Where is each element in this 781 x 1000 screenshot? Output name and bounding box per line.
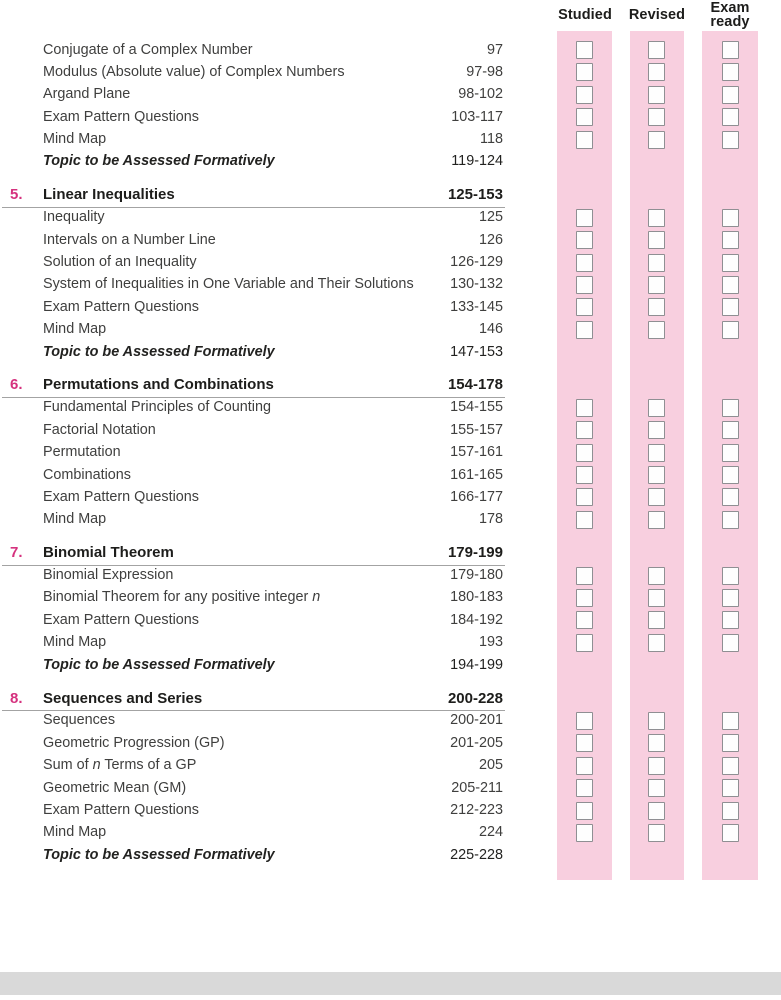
toc-section-heading bbox=[0, 375, 781, 396]
toc-item-pages: 225-228 bbox=[450, 846, 503, 863]
toc-item-pages: 118 bbox=[480, 131, 503, 148]
exam-ready-checkbox[interactable] bbox=[722, 824, 739, 842]
exam-ready-checkbox[interactable] bbox=[722, 634, 739, 652]
studied-checkbox[interactable] bbox=[576, 567, 593, 585]
toc-item-row bbox=[0, 39, 781, 61]
toc-item-label: Sequences bbox=[43, 712, 116, 729]
revised-checkbox[interactable] bbox=[648, 421, 665, 439]
revised-checkbox[interactable] bbox=[648, 511, 665, 529]
toc-item-row bbox=[0, 486, 781, 508]
toc-item-label: Factorial Notation bbox=[43, 421, 156, 438]
toc-item-row bbox=[0, 509, 781, 531]
revised-checkbox[interactable] bbox=[648, 63, 665, 81]
revised-checkbox[interactable] bbox=[648, 321, 665, 339]
studied-checkbox[interactable] bbox=[576, 634, 593, 652]
section-title: Sequences and Series bbox=[43, 689, 203, 707]
studied-checkbox[interactable] bbox=[576, 611, 593, 629]
studied-checkbox[interactable] bbox=[576, 589, 593, 607]
toc-item-label: Permutation bbox=[43, 444, 121, 461]
studied-checkbox[interactable] bbox=[576, 209, 593, 227]
revised-checkbox[interactable] bbox=[648, 298, 665, 316]
section-number: 6. bbox=[10, 376, 23, 394]
toc-item-pages: 98-102 bbox=[458, 86, 503, 103]
toc-item-pages: 194-199 bbox=[450, 656, 503, 673]
toc-item-label: Topic to be Assessed Formatively bbox=[43, 846, 275, 863]
toc-item-pages: 205 bbox=[478, 757, 503, 774]
revised-checkbox[interactable] bbox=[648, 209, 665, 227]
toc-item-label: Combinations bbox=[43, 466, 131, 483]
toc-item-label: Exam Pattern Questions bbox=[43, 108, 199, 125]
toc-item-row bbox=[0, 565, 781, 587]
toc-item-row bbox=[0, 229, 781, 251]
studied-checkbox[interactable] bbox=[576, 321, 593, 339]
toc-item-label: Argand Plane bbox=[43, 86, 131, 103]
toc-item-row bbox=[0, 84, 781, 106]
section-pages: 179-199 bbox=[447, 544, 503, 562]
exam-ready-checkbox[interactable] bbox=[722, 86, 739, 104]
exam-ready-checkbox[interactable] bbox=[722, 611, 739, 629]
revised-checkbox[interactable] bbox=[648, 444, 665, 462]
revised-checkbox[interactable] bbox=[648, 231, 665, 249]
exam-ready-checkbox[interactable] bbox=[722, 421, 739, 439]
exam-ready-checkbox[interactable] bbox=[722, 488, 739, 506]
toc-item-row bbox=[0, 844, 781, 866]
toc-item-row bbox=[0, 732, 781, 754]
toc-item-label: Exam Pattern Questions bbox=[43, 488, 199, 505]
studied-checkbox[interactable] bbox=[576, 231, 593, 249]
studied-checkbox[interactable] bbox=[576, 298, 593, 316]
toc-item-label: Exam Pattern Questions bbox=[43, 611, 199, 628]
section-number: 8. bbox=[10, 689, 23, 707]
toc-item-label: Mind Map bbox=[43, 634, 107, 651]
toc-section-heading bbox=[0, 689, 781, 710]
studied-checkbox[interactable] bbox=[576, 63, 593, 81]
page-bottom-bar bbox=[0, 972, 781, 995]
toc-item-pages: 178 bbox=[478, 511, 503, 528]
exam-ready-checkbox[interactable] bbox=[722, 321, 739, 339]
revised-checkbox[interactable] bbox=[648, 779, 665, 797]
section-title: Linear Inequalities bbox=[43, 186, 175, 204]
revised-checkbox[interactable] bbox=[648, 41, 665, 59]
toc-item-pages: 154-155 bbox=[450, 399, 503, 416]
toc-item-label: Binomial Expression bbox=[43, 567, 174, 584]
toc-item-pages: 119-124 bbox=[451, 153, 503, 170]
revised-checkbox[interactable] bbox=[648, 108, 665, 126]
toc-item-row bbox=[0, 106, 781, 128]
toc-item-pages: 180-183 bbox=[450, 589, 503, 606]
toc-content bbox=[0, 39, 781, 867]
studied-checkbox[interactable] bbox=[576, 399, 593, 417]
revised-checkbox[interactable] bbox=[648, 589, 665, 607]
column-header-exam-ready bbox=[691, 1, 769, 29]
toc-item-pages: 147-153 bbox=[450, 343, 503, 360]
toc-item-row bbox=[0, 442, 781, 464]
revised-checkbox[interactable] bbox=[648, 634, 665, 652]
toc-item-label: Conjugate of a Complex Number bbox=[43, 41, 253, 58]
toc-item-row bbox=[0, 151, 781, 173]
toc-item-row bbox=[0, 777, 781, 799]
exam-ready-checkbox[interactable] bbox=[722, 802, 739, 820]
toc-item-pages: 212-223 bbox=[450, 802, 503, 818]
toc-item-label: Mind Map bbox=[43, 321, 107, 338]
toc-item-pages: 161-165 bbox=[450, 466, 503, 483]
toc-item-row bbox=[0, 755, 781, 777]
exam-ready-checkbox[interactable] bbox=[722, 131, 739, 149]
toc-item-label: Mind Map bbox=[43, 511, 107, 528]
toc-item-label: Exam Pattern Questions bbox=[43, 298, 199, 315]
toc-item-label: Topic to be Assessed Formatively bbox=[43, 153, 275, 170]
toc-item-label: Sum of n Terms of a GP bbox=[43, 757, 197, 774]
exam-ready-checkbox[interactable] bbox=[722, 399, 739, 417]
column-header-studied: Studied bbox=[558, 7, 612, 23]
revised-checkbox[interactable] bbox=[648, 276, 665, 294]
toc-item-row bbox=[0, 207, 781, 229]
toc-section-heading bbox=[0, 185, 781, 206]
revised-checkbox[interactable] bbox=[648, 399, 665, 417]
studied-checkbox[interactable] bbox=[576, 488, 593, 506]
toc-item-label: Inequality bbox=[43, 209, 105, 226]
toc-item-pages: 103-117 bbox=[451, 108, 503, 125]
exam-ready-checkbox[interactable] bbox=[722, 444, 739, 462]
exam-ready-checkbox[interactable] bbox=[722, 254, 739, 272]
toc-item-pages: 200-201 bbox=[450, 712, 503, 729]
studied-checkbox[interactable] bbox=[576, 444, 593, 462]
revised-checkbox[interactable] bbox=[648, 611, 665, 629]
toc-item-row bbox=[0, 609, 781, 631]
toc-item-label: Topic to be Assessed Formatively bbox=[43, 343, 275, 360]
revised-checkbox[interactable] bbox=[648, 254, 665, 272]
toc-item-pages: 97 bbox=[486, 41, 503, 58]
toc-item-label: Mind Map bbox=[43, 131, 107, 148]
toc-item-row bbox=[0, 632, 781, 654]
toc-item-pages: 125 bbox=[478, 209, 503, 226]
toc-item-row bbox=[0, 274, 781, 296]
toc-item-row bbox=[0, 397, 781, 419]
toc-item-pages: 126-129 bbox=[450, 254, 503, 271]
exam-ready-checkbox[interactable] bbox=[722, 298, 739, 316]
studied-checkbox[interactable] bbox=[576, 511, 593, 529]
revised-checkbox[interactable] bbox=[648, 802, 665, 820]
toc-item-label: Solution of an Inequality bbox=[43, 254, 197, 271]
section-pages: 154-178 bbox=[447, 376, 503, 394]
toc-section-6 bbox=[0, 375, 781, 531]
studied-checkbox[interactable] bbox=[576, 757, 593, 775]
studied-checkbox[interactable] bbox=[576, 108, 593, 126]
revised-checkbox[interactable] bbox=[648, 567, 665, 585]
section-number: 5. bbox=[10, 186, 23, 204]
toc-item-pages: 205-211 bbox=[451, 779, 503, 796]
exam-ready-checkbox[interactable] bbox=[722, 589, 739, 607]
column-header-exam-ready-line1: Exam bbox=[710, 0, 750, 16]
revised-checkbox[interactable] bbox=[648, 131, 665, 149]
toc-item-pages: 126 bbox=[478, 231, 503, 248]
column-header-exam-ready-line2: ready bbox=[710, 14, 750, 30]
toc-item-row bbox=[0, 319, 781, 341]
toc-item-row bbox=[0, 129, 781, 151]
toc-item-row bbox=[0, 61, 781, 83]
exam-ready-checkbox[interactable] bbox=[722, 511, 739, 529]
toc-item-label: Geometric Mean (GM) bbox=[43, 779, 187, 796]
revised-checkbox[interactable] bbox=[648, 712, 665, 730]
studied-checkbox[interactable] bbox=[576, 276, 593, 294]
toc-item-row bbox=[0, 296, 781, 318]
toc-item-label: Exam Pattern Questions bbox=[43, 802, 199, 818]
toc-item-pages: 155-157 bbox=[450, 421, 503, 438]
toc-section-heading bbox=[0, 543, 781, 564]
column-header-revised: Revised bbox=[628, 7, 686, 23]
section-title: Permutations and Combinations bbox=[43, 376, 274, 394]
exam-ready-checkbox[interactable] bbox=[722, 276, 739, 294]
exam-ready-checkbox[interactable] bbox=[722, 712, 739, 730]
exam-ready-checkbox[interactable] bbox=[722, 567, 739, 585]
toc-item-pages: 201-205 bbox=[450, 734, 503, 751]
toc-item-row bbox=[0, 800, 781, 822]
exam-ready-checkbox[interactable] bbox=[722, 231, 739, 249]
studied-checkbox[interactable] bbox=[576, 254, 593, 272]
revised-checkbox[interactable] bbox=[648, 466, 665, 484]
revised-checkbox[interactable] bbox=[648, 824, 665, 842]
toc-item-label: Modulus (Absolute value) of Complex Numbers bbox=[43, 63, 345, 80]
toc-item-label: Fundamental Principles of Counting bbox=[43, 399, 271, 416]
studied-checkbox[interactable] bbox=[576, 712, 593, 730]
toc-item-pages: 166-177 bbox=[450, 488, 503, 505]
studied-checkbox[interactable] bbox=[576, 734, 593, 752]
toc-item-pages: 133-145 bbox=[450, 298, 503, 315]
toc-item-row bbox=[0, 464, 781, 486]
studied-checkbox[interactable] bbox=[576, 86, 593, 104]
toc-item-pages: 130-132 bbox=[450, 276, 503, 293]
revised-checkbox[interactable] bbox=[648, 734, 665, 752]
studied-checkbox[interactable] bbox=[576, 421, 593, 439]
toc-item-label: Binomial Theorem for any positive integer n bbox=[43, 589, 321, 606]
studied-checkbox[interactable] bbox=[576, 802, 593, 820]
toc-item-pages: 184-192 bbox=[450, 611, 503, 628]
toc-item-row bbox=[0, 252, 781, 274]
exam-ready-checkbox[interactable] bbox=[722, 41, 739, 59]
section-pages: 200-228 bbox=[447, 689, 503, 707]
toc-item-pages: 97-98 bbox=[466, 63, 503, 80]
toc-item-label: Topic to be Assessed Formatively bbox=[43, 656, 275, 673]
section-title: Binomial Theorem bbox=[43, 544, 174, 562]
exam-ready-checkbox[interactable] bbox=[722, 108, 739, 126]
toc-section-continued bbox=[0, 39, 781, 173]
toc-item-pages: 146 bbox=[478, 321, 503, 338]
toc-item-label: System of Inequalities in One Variable and Their Solutions bbox=[43, 276, 414, 293]
studied-checkbox[interactable] bbox=[576, 824, 593, 842]
exam-ready-checkbox[interactable] bbox=[722, 209, 739, 227]
toc-section-7 bbox=[0, 543, 781, 676]
toc-item-label: Intervals on a Number Line bbox=[43, 231, 216, 248]
studied-checkbox[interactable] bbox=[576, 131, 593, 149]
toc-item-pages: 224 bbox=[478, 824, 503, 841]
revised-checkbox[interactable] bbox=[648, 488, 665, 506]
section-number: 7. bbox=[10, 544, 23, 562]
toc-item-row bbox=[0, 654, 781, 676]
toc-section-5 bbox=[0, 185, 781, 363]
exam-ready-checkbox[interactable] bbox=[722, 779, 739, 797]
toc-item-pages: 157-161 bbox=[450, 444, 503, 461]
toc-item-row bbox=[0, 710, 781, 732]
exam-ready-checkbox[interactable] bbox=[722, 734, 739, 752]
toc-item-pages: 179-180 bbox=[450, 567, 503, 584]
toc-item-row bbox=[0, 587, 781, 609]
toc-item-label: Geometric Progression (GP) bbox=[43, 734, 225, 751]
toc-item-label: Mind Map bbox=[43, 824, 107, 841]
toc-item-row bbox=[0, 341, 781, 363]
revised-checkbox[interactable] bbox=[648, 86, 665, 104]
exam-ready-checkbox[interactable] bbox=[722, 757, 739, 775]
toc-section-8 bbox=[0, 689, 781, 867]
studied-checkbox[interactable] bbox=[576, 41, 593, 59]
revised-checkbox[interactable] bbox=[648, 757, 665, 775]
toc-item-pages: 193 bbox=[478, 634, 503, 651]
studied-checkbox[interactable] bbox=[576, 466, 593, 484]
section-pages: 125-153 bbox=[447, 186, 503, 204]
exam-ready-checkbox[interactable] bbox=[722, 466, 739, 484]
toc-item-row bbox=[0, 419, 781, 441]
studied-checkbox[interactable] bbox=[576, 779, 593, 797]
toc-item-row bbox=[0, 822, 781, 844]
exam-ready-checkbox[interactable] bbox=[722, 63, 739, 81]
